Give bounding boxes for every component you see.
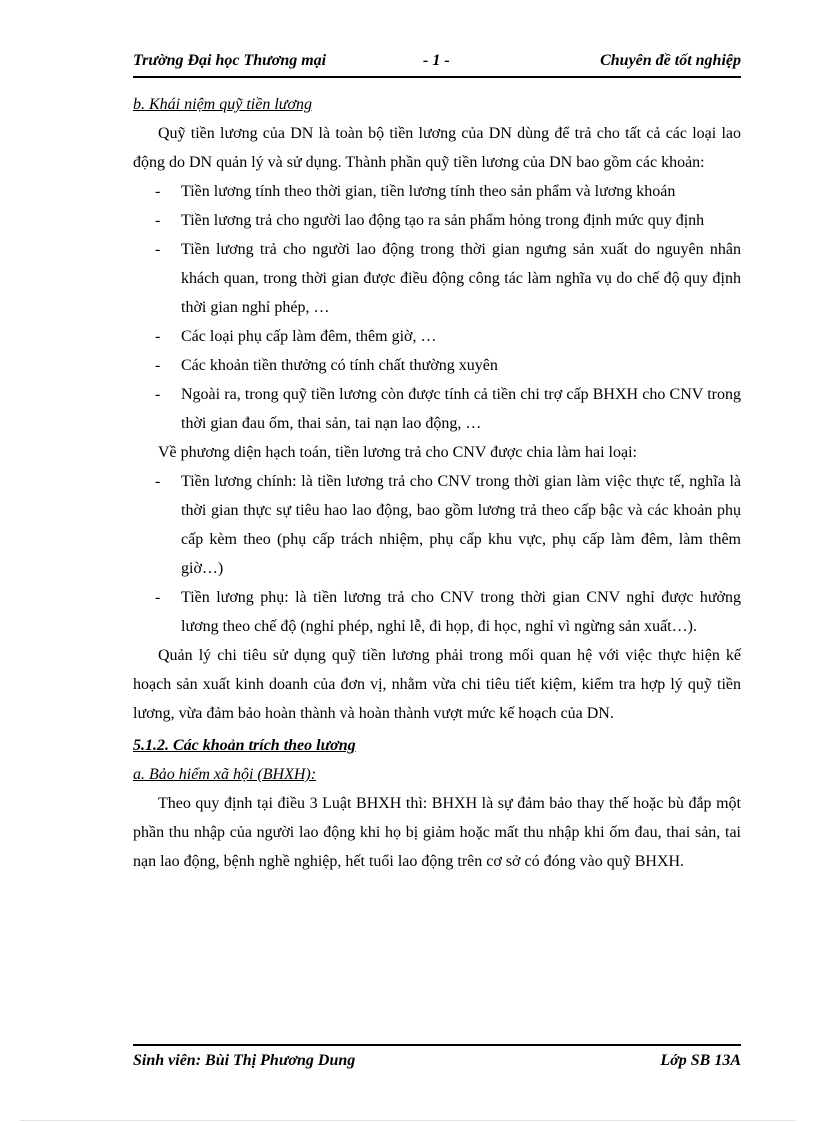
list-item: - Tiền lương trả cho người lao động tạo ra sản phẩm hỏng trong định mức quy định	[155, 212, 705, 229]
header-page-number: - 1 -	[423, 52, 450, 69]
subheading-a: a. Bảo hiểm xã hội (BHXH):	[133, 766, 317, 783]
list-item: - Tiền lương tính theo thời gian, tiền lương tính theo sản phẩm và lương khoán	[155, 183, 676, 200]
document-body	[133, 90, 741, 876]
footer-student-name: Sinh viên: Bùi Thị Phương Dung	[133, 1052, 356, 1069]
footer-class-name: Lớp SB 13A	[660, 1052, 741, 1069]
header-document-type: Chuyên đề tốt nghiệp	[600, 52, 741, 69]
paragraph-4: Theo quy định tại điều 3 Luật BHXH thì: BHXH là sự đảm bảo thay thế hoặc bù đắp một phần thu nhập của người lao động khi họ bị giảm hoặc mất thu nhập khi ốm đau, thai sản, tai nạn lao động, bệnh nghề nghiệp, hết tuổi lao động trên cơ sở có đóng vào quỹ BHXH.	[133, 795, 741, 870]
list-item: - Tiền lương trả cho người lao động trong thời gian ngưng sản xuất do nguyên nhân khách quan, trong thời gian được điều động công tác làm nghĩa vụ do chế độ quy định thời gian nghỉ phép, …	[155, 241, 741, 316]
list-item: - Các khoản tiền thưởng có tính chất thường xuyên	[155, 357, 498, 374]
paragraph-3: Quản lý chi tiêu sử dụng quỹ tiền lương phải trong mối quan hệ với việc thực hiện kế hoạch sản xuất kinh doanh của đơn vị, nhằm vừa chi tiêu tiết kiệm, kiểm tra hợp lý quỹ tiền lương, vừa đảm bảo hoàn thành và hoàn thành vượt mức kế hoạch của DN.	[133, 647, 741, 722]
paragraph-2: Về phương diện hạch toán, tiền lương trả cho CNV được chia làm hai loại:	[158, 444, 637, 461]
list-item: - Tiền lương chính: là tiền lương trả cho CNV trong thời gian làm việc thực tế, nghĩa là thời gian thực sự tiêu hao lao động, bao gồm lương trả theo cấp bậc và các khoản phụ cấp kèm theo (phụ cấp trách nhiệm, phụ cấp khu vực, phụ cấp làm đêm, làm thêm giờ…)	[155, 473, 741, 577]
salary-fund-list	[133, 177, 741, 438]
list-item: - Tiền lương phụ: là tiền lương trả cho CNV trong thời gian CNV nghỉ được hưởng lương theo chế độ (nghỉ phép, nghỉ lễ, đi họp, đi học, nghỉ vì ngừng sản xuất…).	[155, 589, 741, 635]
page-header	[133, 50, 741, 78]
page-footer	[133, 1044, 741, 1074]
list-item: - Ngoài ra, trong quỹ tiền lương còn được tính cả tiền chi trợ cấp BHXH cho CNV trong thời gian đau ốm, thai sản, tai nạn lao động, …	[155, 386, 741, 432]
header-school-name: Trường Đại học Thương mại	[133, 52, 327, 69]
page-bottom-divider	[20, 1120, 796, 1121]
paragraph-1: Quỹ tiền lương của DN là toàn bộ tiền lương của DN dùng để trả cho tất cả các loại lao động do DN quản lý và sử dụng. Thành phần quỹ tiền lương của DN bao gồm các khoản:	[133, 125, 741, 171]
salary-type-list	[133, 467, 741, 641]
list-item: - Các loại phụ cấp làm đêm, thêm giờ, …	[155, 328, 437, 345]
subheading-b: b. Khái niệm quỹ tiền lương	[133, 96, 313, 113]
section-heading: 5.1.2. Các khoản trích theo lương	[133, 737, 356, 754]
